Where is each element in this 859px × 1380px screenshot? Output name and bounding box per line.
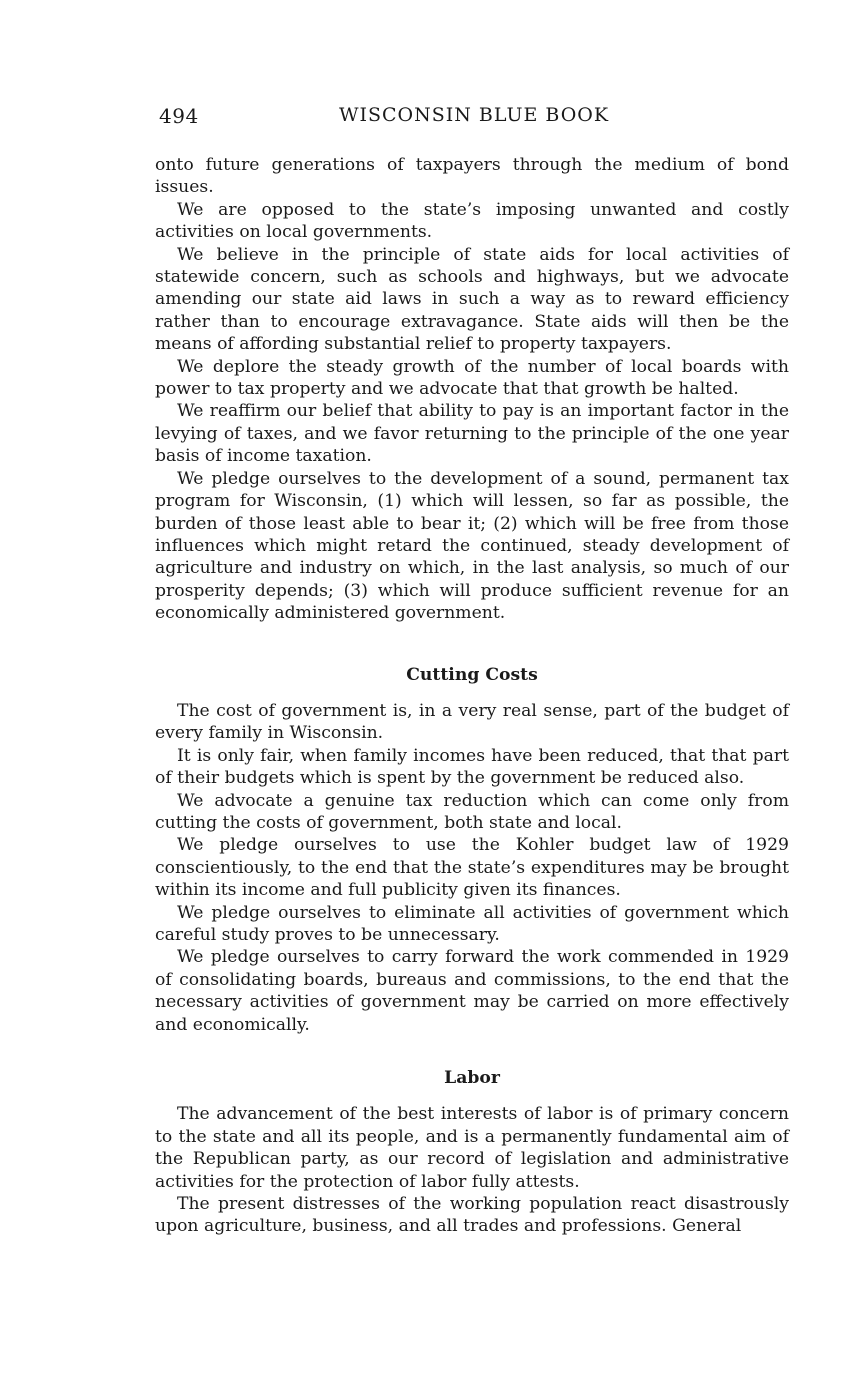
body-text (155, 154, 789, 1238)
paragraph: We believe in the principle of state aids for local activities of statewide concern, such as schools and highways, but we advocate amending our state aid laws in such a way as to reward efficiency rather than to encourage extravagance. State aids will then be the means of affording substantial relief to property taxpayers. (155, 244, 789, 355)
paragraph: We pledge ourselves to eliminate all activities of government which careful study proves to be unnecessary. (155, 902, 789, 945)
page-header (159, 104, 789, 132)
section-heading-labor: Labor (444, 1068, 500, 1089)
paragraph: We pledge ourselves to carry forward the work commended in 1929 of consolidating boards, bureaus and commissions, to the end that the necessary activities of government may be carried on more effectively and economically. (155, 947, 789, 1035)
paragraph-continued: onto future generations of taxpayers through the medium of bond issues. (155, 155, 789, 198)
paragraph: We advocate a genuine tax reduction which can come only from cutting the costs of government, both state and local. (155, 790, 789, 833)
paragraph: The advancement of the best interests of labor is of primary concern to the state and all its people, and is a permanently fundamental aim of the Republican party, as our record of legislation and administrative activities for the protection of labor fully attests. (155, 1104, 789, 1192)
paragraph: It is only fair, when family incomes have been reduced, that that part of their budgets which is spent by the government be reduced also. (155, 745, 789, 789)
paragraph: We reaffirm our belief that ability to pay is an important factor in the levying of taxes, and we favor returning to the principle of the one year basis of income taxation. (155, 401, 789, 467)
running-title: WISCONSIN BLUE BOOK (338, 104, 610, 126)
paragraph: We pledge ourselves to use the Kohler budget law of 1929 conscientiously, to the end that the state’s expenditures may be brought within its income and full publicity given its finances. (155, 835, 789, 901)
paragraph: The present distresses of the working population react disastrously upon agriculture, business, and all trades and professions. General (155, 1194, 789, 1237)
paragraph: We pledge ourselves to the development of a sound, permanent tax program for Wisconsin, (1) which will lessen, so far as possible, the burden of those least able to bear it; (2) which will be free from those influences which might retard the continued, steady development of agriculture and industry on which, in the last analysis, so much of our prosperity depends; (3) which will produce sufficient revenue for an economically administered government. (155, 468, 789, 624)
paragraph: We deplore the steady growth of the number of local boards with power to tax property and we advocate that that growth be halted. (155, 356, 789, 400)
paragraph: We are opposed to the state’s imposing unwanted and costly activities on local governments. (155, 199, 789, 243)
page-number: 494 (159, 104, 199, 128)
section-heading-cutting-costs: Cutting Costs (406, 664, 538, 685)
paragraph: The cost of government is, in a very real sense, part of the budget of every family in Wisconsin. (155, 700, 789, 744)
